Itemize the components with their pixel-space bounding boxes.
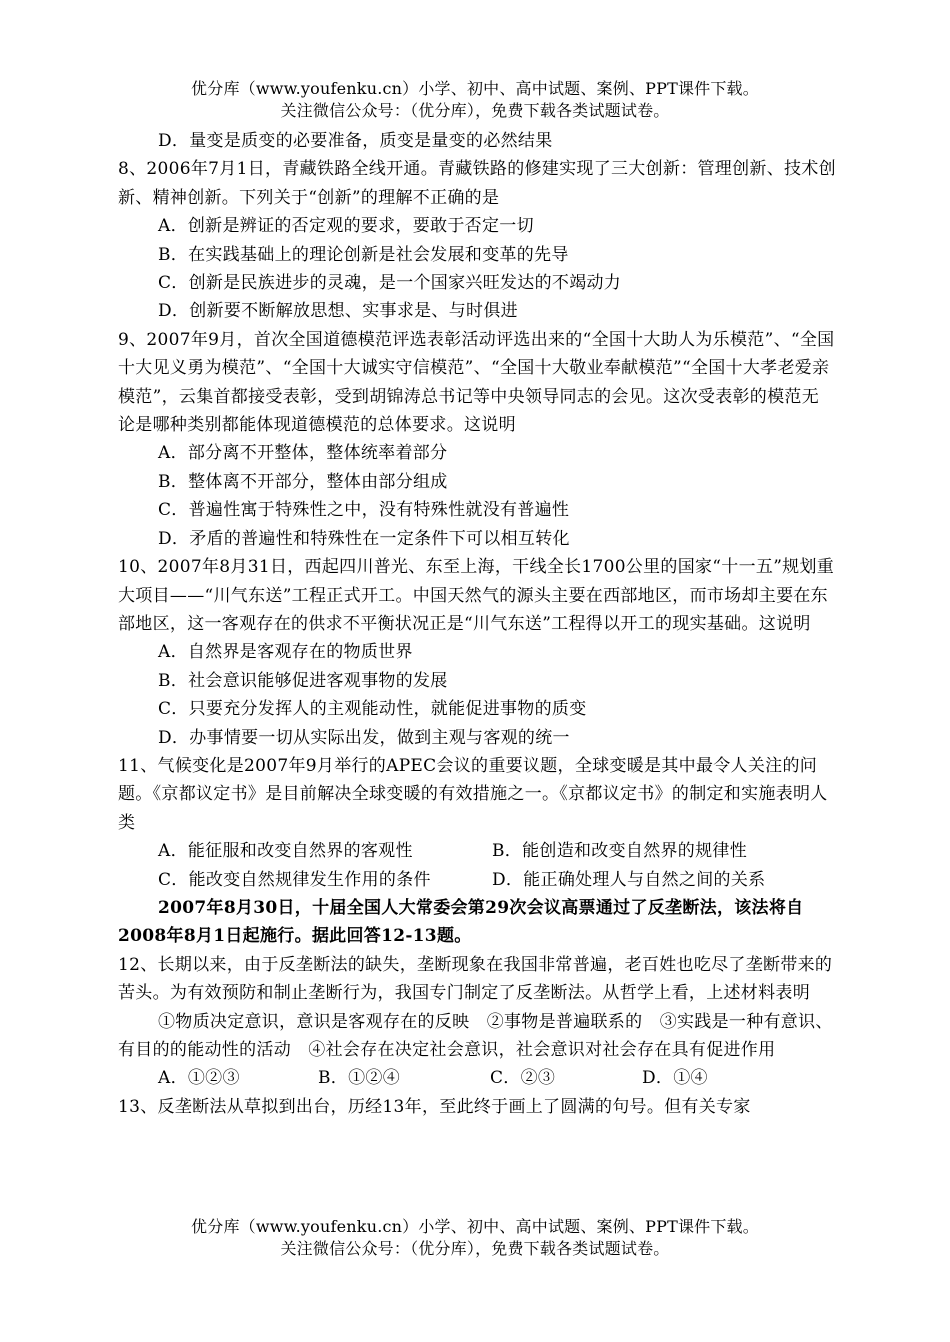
q12-option-c: C．②③ — [490, 1068, 556, 1089]
q12-option-d: D．①④ — [642, 1068, 708, 1089]
header-line-1: 优分库（www.youfenku.cn）小学、初中、高中试题、案例、PPT课件下载。 — [191, 79, 759, 98]
q12-options — [118, 1064, 836, 1092]
q12-option-b: B．①②④ — [318, 1068, 400, 1089]
q8-stem: 8、2006年7月1日，青藏铁路全线开通。青藏铁路的修建实现了三大创新：管理创新、技术创新、精神创新。下列关于“创新”的理解不正确的是 — [118, 159, 836, 208]
q9-option-a: A．部分离不开整体，整体统率着部分 — [158, 443, 448, 464]
footer-line-1: 优分库（www.youfenku.cn）小学、初中、高中试题、案例、PPT课件下载。 — [191, 1217, 759, 1236]
q11-stem: 11、气候变化是2007年9月举行的APEC会议的重要议题，全球变暖是其中最令人关注的问题。《京都议定书》是目前解决全球变暖的有效措施之一。《京都议定书》的制定和实施表明人类 — [118, 755, 828, 833]
q11-options-row-2 — [118, 866, 836, 894]
q9-option-d: D．矛盾的普遍性和特殊性在一定条件下可以相互转化 — [158, 528, 570, 549]
q9-stem: 9、2007年9月，首次全国道德模范评选表彰活动评选出来的“全国十大助人为乐模范”、“全国十大见义勇为模范”、“全国十大诚实守信模范”、“全国十大敬业奉献模范”“全国十大孝老爱亲模范”，云集首都接受表彰，受到胡锦涛总书记等中央领导同志的会见。这次受表彰的模范无论是哪种类别都能体现道德模范的总体要求。这说明 — [118, 329, 835, 436]
q11-option-b: B．能创造和改变自然界的规律性 — [492, 841, 747, 862]
section-intro: 2007年8月30日，十届全国人大常委会第29次会议高票通过了反垄断法，该法将自2008年8月1日起施行。据此回答12-13题。 — [118, 897, 804, 947]
q10-option-c: C．只要充分发挥人的主观能动性，就能促进事物的质变 — [158, 699, 587, 720]
header-line-2: 关注微信公众号：（优分库），免费下载各类试题试卷。 — [280, 101, 670, 120]
q10-option-a: A．自然界是客观存在的物质世界 — [158, 642, 413, 663]
q8-option-a: A．创新是辨证的否定观的要求，要敢于否定一切 — [158, 216, 534, 237]
q11-option-d: D．能正确处理人与自然之间的关系 — [492, 869, 766, 890]
q10-stem: 10、2007年8月31日，西起四川普光、东至上海，干线全长1700公里的国家“十一五”规划重大项目——“川气东送”工程正式开工。中国天然气的源头主要在西部地区，而市场却主要在东部地区，这一客观存在的供求不平衡状况正是“川气东送”工程得以开工的现实基础。这说明 — [118, 557, 835, 634]
q10-option-b: B．社会意识能够促进客观事物的发展 — [158, 670, 448, 691]
q13-stem: 13、反垄断法从草拟到出台，历经13年，至此终于画上了圆满的句号。但有关专家 — [118, 1096, 751, 1117]
q11-option-a: A．能征服和改变自然界的客观性 — [158, 841, 413, 862]
footer-line-2: 关注微信公众号：（优分库），免费下载各类试题试卷。 — [280, 1239, 670, 1258]
q9-option-b: B．整体离不开部分，整体由部分组成 — [158, 471, 448, 492]
q8-option-b: B．在实践基础上的理论创新是社会发展和变革的先导 — [158, 244, 569, 265]
q11-option-c: C．能改变自然规律发生作用的条件 — [158, 869, 431, 890]
q7-option-d: D．量变是质变的必要准备，质变是量变的必然结果 — [158, 131, 553, 151]
page-footer — [0, 1216, 950, 1260]
q8-option-c: C．创新是民族进步的灵魂，是一个国家兴旺发达的不竭动力 — [158, 273, 622, 294]
document-body — [118, 127, 836, 1121]
q12-items: ①物质决定意识，意识是客观存在的反映 ②事物是普遍联系的 ③实践是一种有意识、有目的的能动性的活动 ④社会存在决定社会意识，社会意识对社会存在具有促进作用 — [118, 1011, 833, 1060]
q12-option-a: A．①②③ — [158, 1068, 240, 1089]
q11-options-row-1 — [118, 837, 836, 865]
page-header — [0, 78, 950, 122]
q9-option-c: C．普遍性寓于特殊性之中，没有特殊性就没有普遍性 — [158, 500, 570, 521]
q8-option-d: D．创新要不断解放思想、实事求是、与时俱进 — [158, 301, 518, 322]
q10-option-d: D．办事情要一切从实际出发，做到主观与客观的统一 — [158, 727, 570, 748]
q12-stem: 12、长期以来，由于反垄断法的缺失，垄断现象在我国非常普遍，老百姓也吃尽了垄断带来的苦头。为有效预防和制止垄断行为，我国专门制定了反垄断法。从哲学上看，上述材料表明 — [118, 954, 833, 1004]
